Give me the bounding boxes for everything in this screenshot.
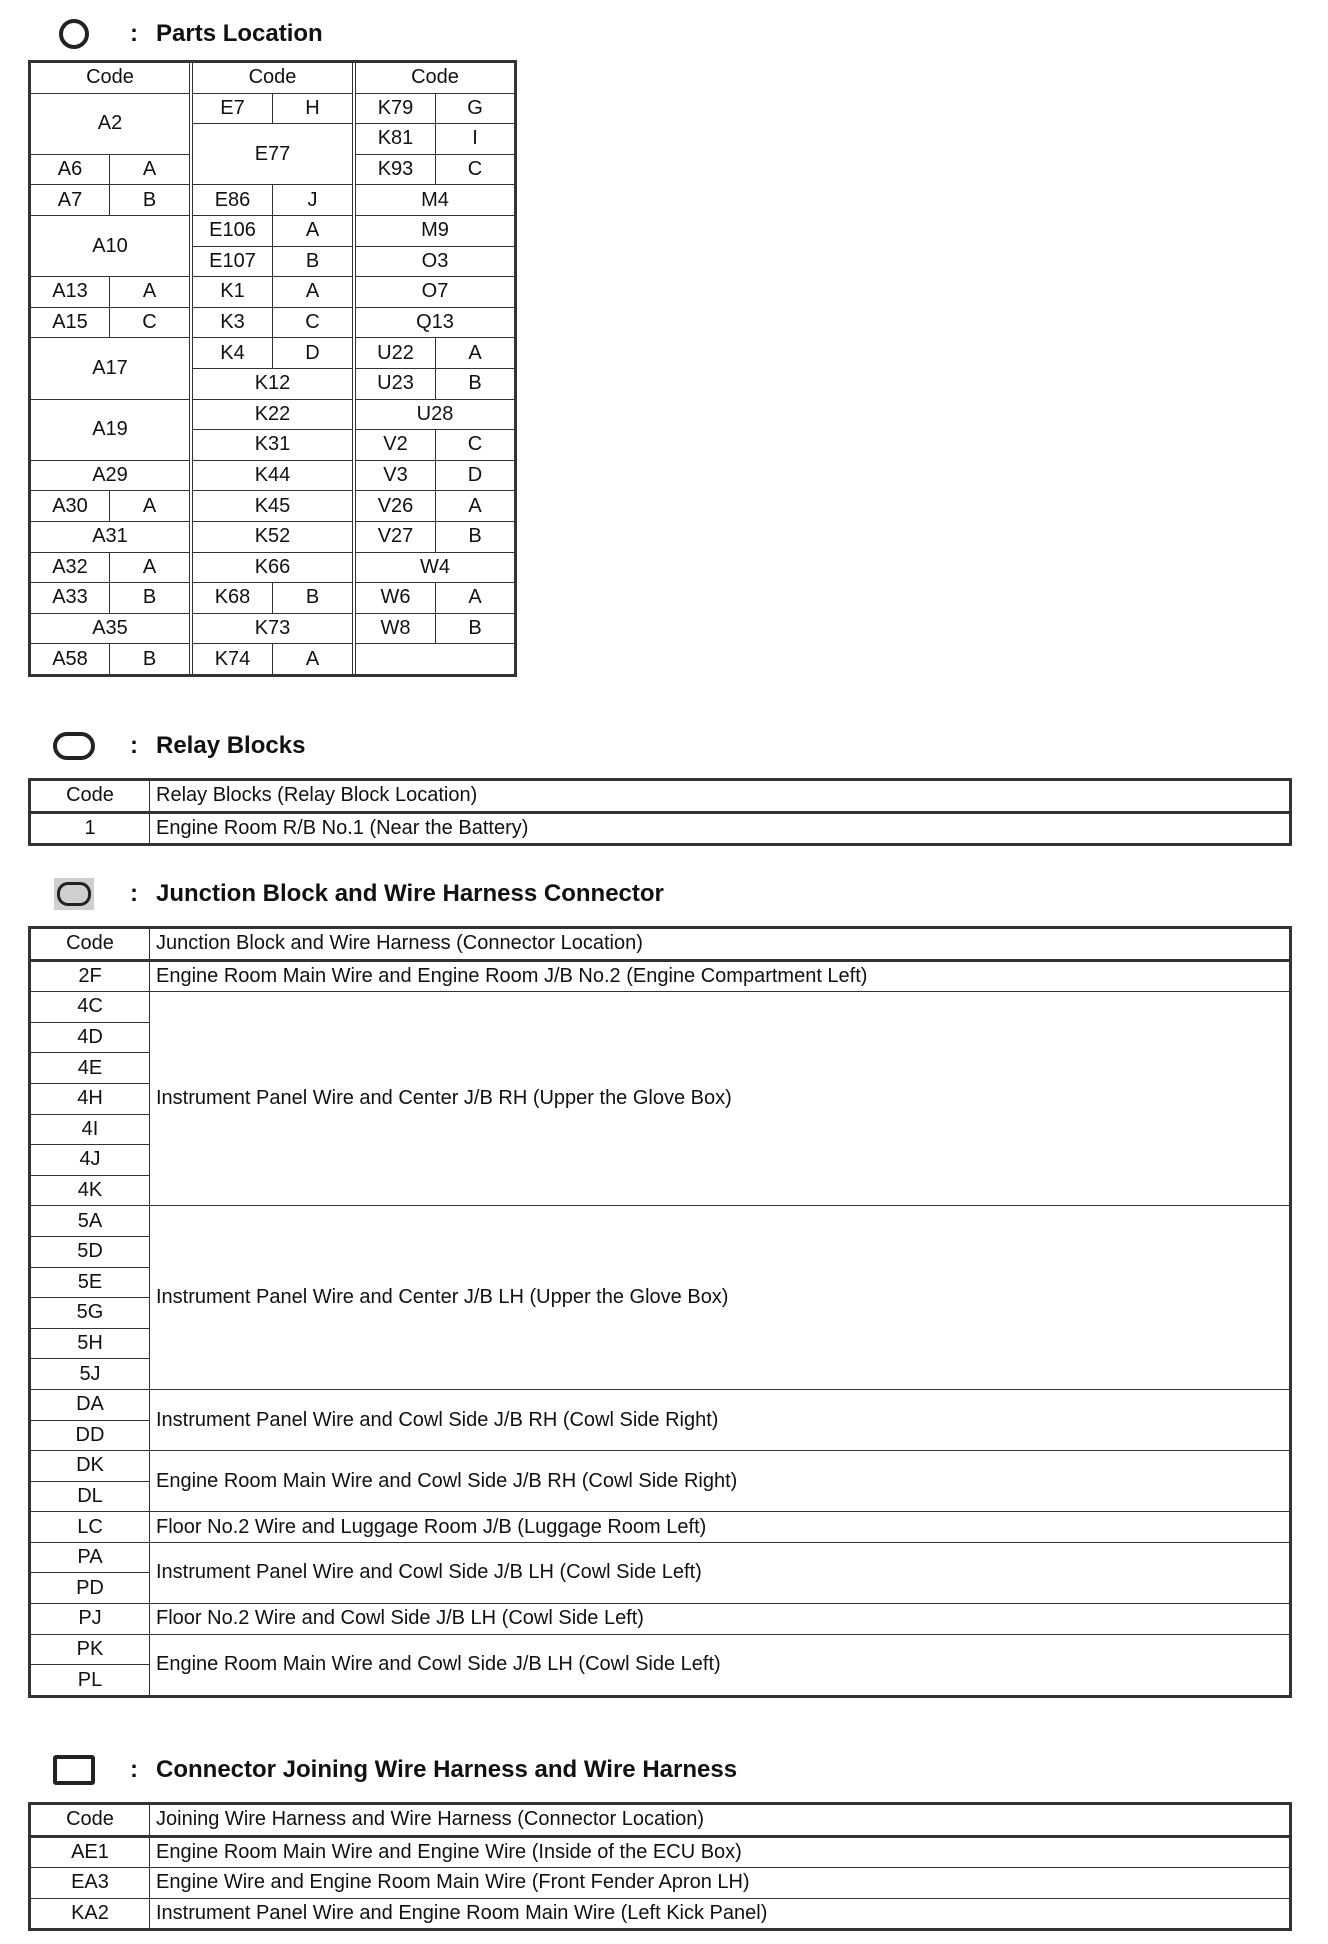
table-cell: C [273,307,353,338]
table-row [30,1604,1291,1635]
table-cell: A31 [30,521,190,552]
table-cell: Q13 [356,307,516,338]
table-cell: 2F [30,960,150,992]
table-row [30,1206,1291,1237]
table-cell: K73 [193,613,353,644]
table-cell: O3 [356,246,516,277]
table-cell: 4I [30,1114,150,1145]
table-cell: 5H [30,1328,150,1359]
table-cell: I [436,124,516,155]
table-cell: KA2 [30,1898,150,1930]
table-cell: D [273,338,353,369]
table-cell: A35 [30,613,190,644]
table-row [30,1542,1291,1573]
table-cell: G [436,93,516,124]
table-cell: B [110,185,190,216]
table-cell [356,644,516,676]
table-cell: Instrument Panel Wire and Center J/B LH (Upper the Glove Box) [150,1206,1291,1390]
table-cell: M9 [356,215,516,246]
table-row [30,992,1291,1023]
table-cell: A [110,277,190,308]
table-cell: B [110,644,190,676]
table-cell: K1 [193,277,273,308]
table-cell: K93 [356,154,436,185]
table-cell: K68 [193,583,273,614]
table-cell: Instrument Panel Wire and Engine Room Main Wire (Left Kick Panel) [150,1898,1291,1930]
table-cell: K22 [193,399,353,430]
table-row [30,812,1291,845]
table-row [30,277,516,308]
table-cell: B [110,583,190,614]
table-row [30,1451,1291,1482]
table-cell: B [273,246,353,277]
table-row [30,1634,1291,1665]
table-row [30,491,516,522]
table-cell: PK [30,1634,150,1665]
table-cell: E106 [193,215,273,246]
table-header-cell: Relay Blocks (Relay Block Location) [150,780,1291,813]
table-cell: K52 [193,521,353,552]
table-cell: 5D [30,1236,150,1267]
table-cell: K3 [193,307,273,338]
table-cell: A7 [30,185,110,216]
table-cell: K44 [193,460,353,491]
table-cell: AE1 [30,1836,150,1868]
table-row [30,1868,1291,1899]
table-cell: A [436,583,516,614]
table-cell: A29 [30,460,190,491]
table-row [30,583,516,614]
table-cell: A [273,644,353,676]
junction-block-table [28,926,1292,1698]
connector-joining-header [52,1752,737,1788]
table-cell: A10 [30,215,190,276]
table-cell: C [436,154,516,185]
table-row [30,399,516,430]
table-header-cell: Code [356,62,516,94]
table-cell: K81 [356,124,436,155]
table-row [30,1898,1291,1930]
table-row [30,644,516,676]
table-cell: K31 [193,430,353,461]
table-cell: A [110,491,190,522]
table-row [30,62,516,94]
section-title: Connector Joining Wire Harness and Wire Harness [156,1756,738,1783]
colon: : [130,20,138,47]
table-cell: Floor No.2 Wire and Cowl Side J/B LH (Cowl Side Left) [150,1604,1291,1635]
table-cell: 1 [30,812,150,845]
table-header-cell: Code [30,780,150,813]
table-cell: Engine Room Main Wire and Cowl Side J/B LH (Cowl Side Left) [150,1634,1291,1696]
table-row [30,613,516,644]
table-row [30,460,516,491]
table-cell: 4E [30,1053,150,1084]
table-cell: DD [30,1420,150,1451]
table-cell: A [273,215,353,246]
table-cell: DA [30,1389,150,1420]
table-cell: A [273,277,353,308]
table-row [30,552,516,583]
table-cell: A19 [30,399,190,460]
table-cell: 4J [30,1145,150,1176]
table-cell: PD [30,1573,150,1604]
table-cell: U28 [356,399,516,430]
section-title: Relay Blocks [156,732,306,759]
table-row [30,1804,1291,1837]
table-row [30,960,1291,992]
table-cell: V27 [356,521,436,552]
table-cell: B [436,368,516,399]
table-cell: M4 [356,185,516,216]
table-cell: A2 [30,93,190,154]
table-cell: J [273,185,353,216]
table-cell: K45 [193,491,353,522]
table-cell: B [436,521,516,552]
shaded-oval-icon [52,876,96,912]
table-cell: PL [30,1665,150,1697]
table-cell: B [273,583,353,614]
table-cell: EA3 [30,1868,150,1899]
table-cell: Engine Room R/B No.1 (Near the Battery) [150,812,1291,845]
table-cell: B [436,613,516,644]
table-cell: A [110,154,190,185]
table-cell: Floor No.2 Wire and Luggage Room J/B (Luggage Room Left) [150,1512,1291,1543]
parts-location-header [52,16,323,52]
section-title: Junction Block and Wire Harness Connector [156,880,664,907]
table-row [30,338,516,369]
table-cell: Engine Room Main Wire and Engine Wire (Inside of the ECU Box) [150,1836,1291,1868]
table-cell: DL [30,1481,150,1512]
table-header-cell: Junction Block and Wire Harness (Connector Location) [150,928,1291,961]
table-cell: H [273,93,353,124]
table-cell: W6 [356,583,436,614]
table-cell: A6 [30,154,110,185]
circle-icon [52,16,96,52]
table-cell: Engine Wire and Engine Room Main Wire (Front Fender Apron LH) [150,1868,1291,1899]
table-row [30,521,516,552]
table-cell: LC [30,1512,150,1543]
table-cell: K74 [193,644,273,676]
section-title: Parts Location [156,20,323,47]
table-header-cell: Code [193,62,353,94]
table-cell: 4K [30,1175,150,1206]
table-cell: PJ [30,1604,150,1635]
table-cell: A [436,338,516,369]
table-cell: Instrument Panel Wire and Cowl Side J/B RH (Cowl Side Right) [150,1389,1291,1450]
table-cell: A58 [30,644,110,676]
table-cell: 5E [30,1267,150,1298]
table-row [30,1836,1291,1868]
table-cell: Instrument Panel Wire and Cowl Side J/B LH (Cowl Side Left) [150,1542,1291,1603]
table-cell: 4H [30,1083,150,1114]
table-row [30,185,516,216]
table-row [30,780,1291,813]
parts-location-table [28,60,517,677]
table-cell: W8 [356,613,436,644]
table-header-cell: Code [30,1804,150,1837]
table-cell: C [110,307,190,338]
table-cell: E7 [193,93,273,124]
colon: : [130,732,138,759]
table-cell: W4 [356,552,516,583]
table-cell: K66 [193,552,353,583]
table-cell: E107 [193,246,273,277]
table-cell: V2 [356,430,436,461]
table-cell: 5G [30,1298,150,1329]
table-cell: E86 [193,185,273,216]
table-cell: Engine Room Main Wire and Engine Room J/B No.2 (Engine Compartment Left) [150,960,1291,992]
table-cell: A [436,491,516,522]
table-header-cell: Joining Wire Harness and Wire Harness (Connector Location) [150,1804,1291,1837]
table-cell: 5A [30,1206,150,1237]
table-cell: K12 [193,368,353,399]
table-cell: A [110,552,190,583]
colon: : [130,880,138,907]
table-header-cell: Code [30,928,150,961]
colon: : [130,1756,138,1783]
connector-joining-table [28,1802,1292,1931]
table-cell: PA [30,1542,150,1573]
table-cell: V3 [356,460,436,491]
table-cell: K79 [356,93,436,124]
relay-blocks-table [28,778,1292,846]
table-cell: A33 [30,583,110,614]
table-cell: A13 [30,277,110,308]
table-row [30,1512,1291,1543]
oval-icon [52,728,96,764]
table-row [30,307,516,338]
table-cell: V26 [356,491,436,522]
table-cell: A17 [30,338,190,399]
table-cell: O7 [356,277,516,308]
table-cell: E77 [193,124,353,185]
table-row [30,928,1291,961]
table-row [30,215,516,246]
table-row [30,93,516,124]
table-row [30,1389,1291,1420]
junction-block-header [52,876,664,912]
table-cell: A15 [30,307,110,338]
table-cell: DK [30,1451,150,1482]
table-cell: U22 [356,338,436,369]
table-cell: K4 [193,338,273,369]
table-cell: 4D [30,1022,150,1053]
table-cell: U23 [356,368,436,399]
table-cell: D [436,460,516,491]
relay-blocks-header [52,728,305,764]
table-cell: 4C [30,992,150,1023]
table-header-cell: Code [30,62,190,94]
table-cell: A32 [30,552,110,583]
table-cell: Instrument Panel Wire and Center J/B RH (Upper the Glove Box) [150,992,1291,1206]
table-cell: A30 [30,491,110,522]
table-cell: 5J [30,1359,150,1390]
table-cell: Engine Room Main Wire and Cowl Side J/B RH (Cowl Side Right) [150,1451,1291,1512]
table-cell: C [436,430,516,461]
rectangle-icon [52,1752,96,1788]
